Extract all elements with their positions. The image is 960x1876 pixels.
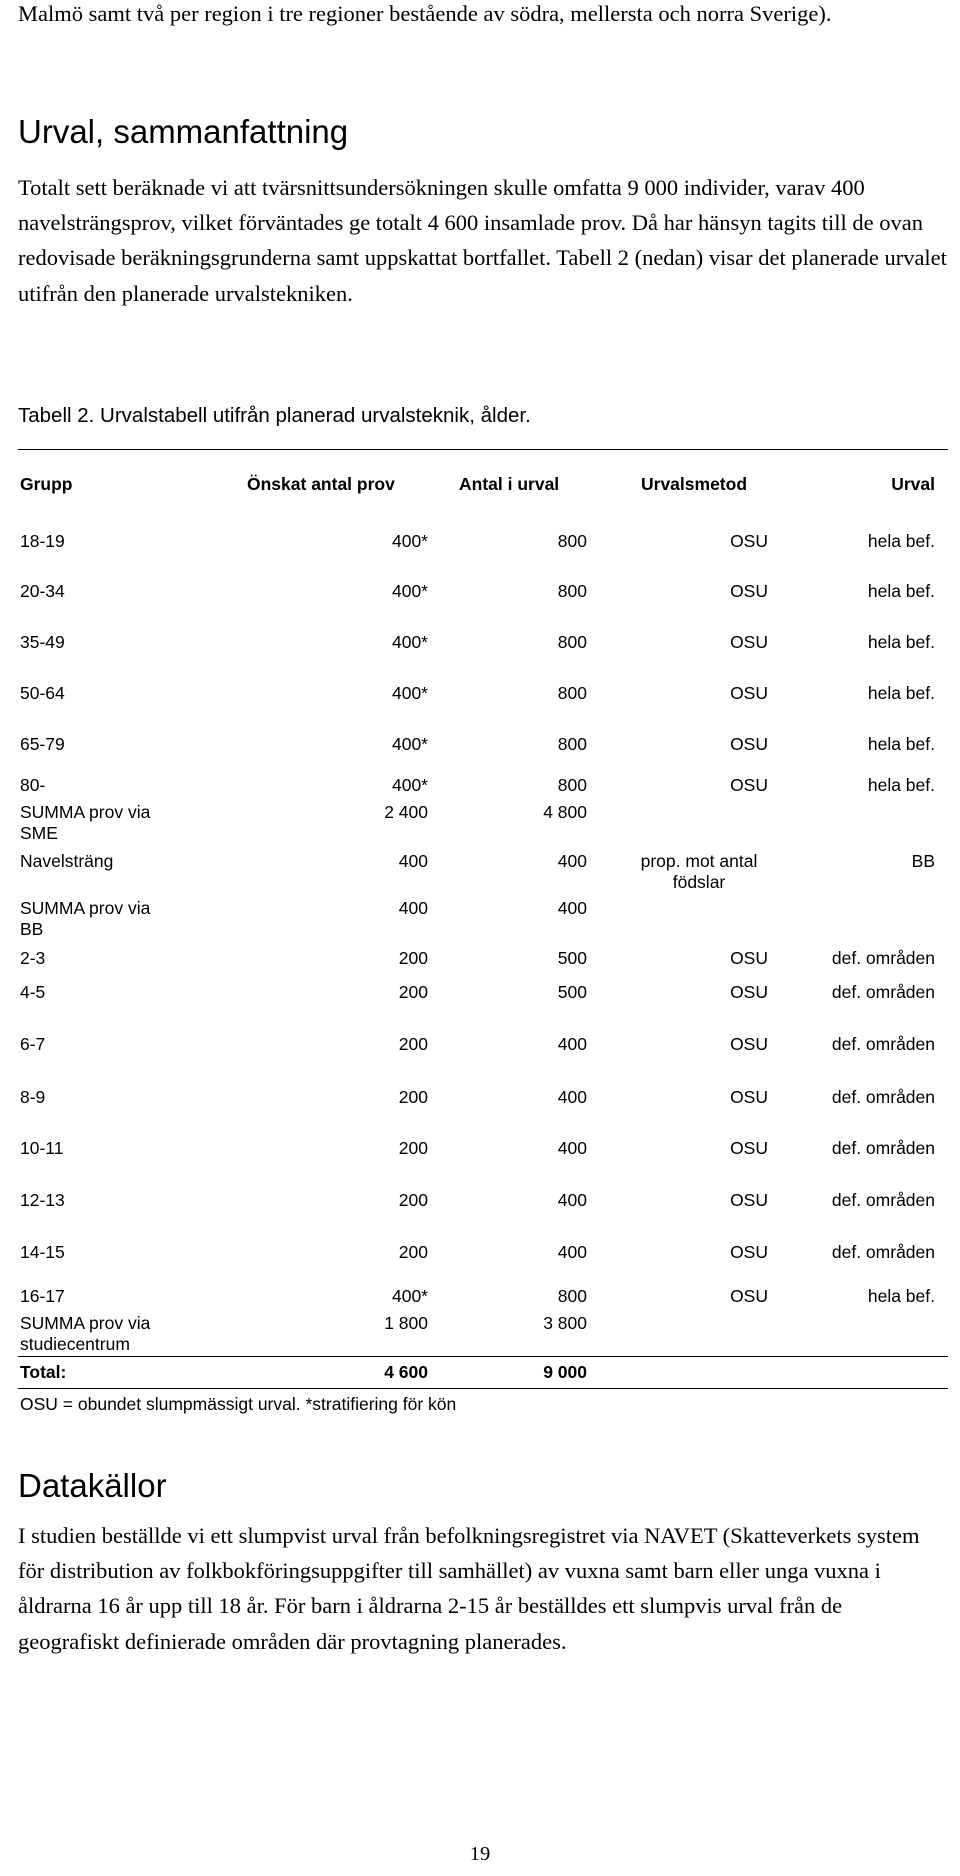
table-row bbox=[0, 632, 960, 680]
cell-onskat-antal-prov: 200 bbox=[398, 1034, 428, 1054]
table-row bbox=[0, 851, 960, 899]
cell-onskat-antal-prov: 200 bbox=[398, 948, 428, 968]
table-row bbox=[0, 1138, 960, 1186]
cell-onskat-antal-prov: 400* bbox=[391, 632, 428, 652]
section-heading-datakallor: Datakällor bbox=[18, 1467, 167, 1504]
cell-grupp: 14-15 bbox=[20, 1242, 65, 1262]
cell-urval: def. områden bbox=[831, 982, 935, 1002]
table-row bbox=[0, 1190, 960, 1238]
cell-grupp: 8-9 bbox=[20, 1087, 46, 1107]
table-caption: Tabell 2. Urvalstabell utifrån planerad urvalsteknik, ålder. bbox=[18, 404, 531, 427]
total-antal: 9 000 bbox=[543, 1362, 587, 1382]
cell-grupp: 18-19 bbox=[20, 531, 65, 551]
cell-urval: def. områden bbox=[831, 948, 935, 968]
cell-antal-i-urval: 400 bbox=[557, 1190, 587, 1210]
cell-antal-i-urval: 500 bbox=[557, 982, 587, 1002]
cell-urvalsmetod: OSU bbox=[730, 1087, 768, 1107]
table-row bbox=[0, 898, 960, 946]
header-urval: Urval bbox=[891, 474, 935, 494]
cell-antal-i-urval: 400 bbox=[557, 1034, 587, 1054]
cell-grupp: 35-49 bbox=[20, 632, 65, 652]
total-prov: 4 600 bbox=[384, 1362, 428, 1382]
datakallor-paragraph: I studien beställde vi ett slumpvist urval från befolkningsregistret via NAVET (Skatteverkets system för distribution av folkbokföringsuppgifter till samhället) av vuxna samt barn eller unga vuxna i åldrarna 16 år upp till 18 år. För barn i åldrarna 2-15 år beställdes ett slumpvis urval från de geografiskt definierade områden där provtagning planerades. bbox=[18, 1523, 920, 1654]
cell-onskat-antal-prov: 200 bbox=[398, 1190, 428, 1210]
cell-onskat-antal-prov: 1 800 bbox=[384, 1313, 428, 1333]
cell-grupp: 80- bbox=[20, 775, 46, 795]
cell-urvalsmetod: OSU bbox=[730, 948, 768, 968]
table-row bbox=[0, 531, 960, 579]
cell-grupp: 65-79 bbox=[20, 734, 65, 754]
cell-urvalsmetod: OSU bbox=[730, 1034, 768, 1054]
cell-antal-i-urval: 800 bbox=[557, 531, 587, 551]
table-row bbox=[0, 683, 960, 731]
cell-urval: hela bef. bbox=[867, 734, 935, 754]
urval-summary-paragraph: Totalt sett beräknade vi att tvärsnittsundersökningen skulle omfatta 9 000 individer, varav 400 navelsträngsprov, vilket förväntades ge totalt 4 600 insamlade prov. Då har hänsyn tagits till de ovan redovisade beräkningsgrunderna samt uppskattat bortfallet. Tabell 2 (nedan) visar det planerade urvalet utifrån den planerade urvalstekniken. bbox=[18, 175, 947, 306]
total-top-rule bbox=[18, 1356, 948, 1357]
table-row bbox=[0, 802, 960, 850]
page-number: 19 bbox=[469, 1843, 491, 1865]
cell-onskat-antal-prov: 2 400 bbox=[384, 802, 428, 822]
header-antal-i-urval: Antal i urval bbox=[459, 474, 560, 494]
cell-urvalsmetod: OSU bbox=[730, 1190, 768, 1210]
intro-paragraph: Malmö samt två per region i tre regioner bestående av södra, mellersta och norra Sverige). bbox=[18, 1, 832, 26]
total-bottom-rule bbox=[18, 1388, 948, 1389]
cell-urval: def. områden bbox=[831, 1087, 935, 1107]
header-grupp: Grupp bbox=[20, 474, 73, 494]
cell-urvalsmetod: prop. mot antal födslar bbox=[640, 851, 758, 892]
cell-grupp: 2-3 bbox=[20, 948, 46, 968]
cell-grupp: SUMMA prov via SME bbox=[20, 802, 151, 843]
cell-urval: hela bef. bbox=[867, 1286, 935, 1306]
cell-urval: hela bef. bbox=[867, 775, 935, 795]
cell-onskat-antal-prov: 400* bbox=[391, 775, 428, 795]
cell-urval: hela bef. bbox=[867, 581, 935, 601]
cell-urval: hela bef. bbox=[867, 531, 935, 551]
cell-urval: hela bef. bbox=[867, 683, 935, 703]
cell-urvalsmetod: OSU bbox=[730, 775, 768, 795]
cell-antal-i-urval: 400 bbox=[557, 1242, 587, 1262]
cell-urval: BB bbox=[911, 851, 935, 871]
cell-grupp: 16-17 bbox=[20, 1286, 65, 1306]
cell-onskat-antal-prov: 200 bbox=[398, 982, 428, 1002]
cell-onskat-antal-prov: 200 bbox=[398, 1138, 428, 1158]
cell-antal-i-urval: 800 bbox=[557, 734, 587, 754]
cell-antal-i-urval: 400 bbox=[557, 851, 587, 871]
section-heading-urval: Urval, sammanfattning bbox=[18, 113, 349, 150]
cell-urval: def. områden bbox=[831, 1190, 935, 1210]
table-row bbox=[0, 1242, 960, 1290]
table-row bbox=[0, 1034, 960, 1082]
table-row bbox=[0, 1087, 960, 1135]
cell-urvalsmetod: OSU bbox=[730, 632, 768, 652]
cell-antal-i-urval: 800 bbox=[557, 581, 587, 601]
cell-urvalsmetod: OSU bbox=[730, 531, 768, 551]
cell-urvalsmetod: OSU bbox=[730, 1286, 768, 1306]
cell-onskat-antal-prov: 400* bbox=[391, 581, 428, 601]
cell-urvalsmetod: OSU bbox=[730, 982, 768, 1002]
cell-grupp: Navelsträng bbox=[20, 851, 114, 871]
cell-antal-i-urval: 4 800 bbox=[543, 802, 587, 822]
cell-urvalsmetod: OSU bbox=[730, 734, 768, 754]
table-row bbox=[0, 1313, 960, 1361]
cell-onskat-antal-prov: 400 bbox=[398, 898, 428, 918]
header-urvalsmetod: Urvalsmetod bbox=[641, 474, 748, 494]
cell-antal-i-urval: 400 bbox=[557, 1138, 587, 1158]
cell-urval: def. områden bbox=[831, 1138, 935, 1158]
cell-urvalsmetod: OSU bbox=[730, 683, 768, 703]
cell-onskat-antal-prov: 400* bbox=[391, 683, 428, 703]
total-label: Total: bbox=[20, 1362, 67, 1382]
cell-antal-i-urval: 800 bbox=[557, 632, 587, 652]
cell-onskat-antal-prov: 200 bbox=[398, 1087, 428, 1107]
cell-onskat-antal-prov: 200 bbox=[398, 1242, 428, 1262]
cell-onskat-antal-prov: 400 bbox=[398, 851, 428, 871]
cell-urval: hela bef. bbox=[867, 632, 935, 652]
cell-onskat-antal-prov: 400* bbox=[391, 734, 428, 754]
cell-urvalsmetod: OSU bbox=[730, 581, 768, 601]
cell-urval: def. områden bbox=[831, 1242, 935, 1262]
cell-urval: def. områden bbox=[831, 1034, 935, 1054]
cell-antal-i-urval: 3 800 bbox=[543, 1313, 587, 1333]
table-top-rule bbox=[18, 449, 948, 450]
table-row bbox=[0, 982, 960, 1030]
cell-antal-i-urval: 400 bbox=[557, 898, 587, 918]
cell-antal-i-urval: 500 bbox=[557, 948, 587, 968]
cell-grupp: SUMMA prov via BB bbox=[20, 898, 151, 939]
table-row bbox=[0, 581, 960, 629]
cell-urvalsmetod: OSU bbox=[730, 1138, 768, 1158]
cell-grupp: 12-13 bbox=[20, 1190, 65, 1210]
cell-grupp: 4-5 bbox=[20, 982, 46, 1002]
table-header-row bbox=[0, 474, 960, 522]
header-onskat-antal-prov: Önskat antal prov bbox=[247, 474, 395, 494]
cell-onskat-antal-prov: 400* bbox=[391, 1286, 428, 1306]
cell-onskat-antal-prov: 400* bbox=[391, 531, 428, 551]
cell-grupp: 50-64 bbox=[20, 683, 65, 703]
cell-urvalsmetod: OSU bbox=[730, 1242, 768, 1262]
table-footnote: OSU = obundet slumpmässigt urval. *stratifiering för kön bbox=[20, 1394, 457, 1414]
cell-grupp: 6-7 bbox=[20, 1034, 46, 1054]
cell-antal-i-urval: 800 bbox=[557, 683, 587, 703]
cell-grupp: 10-11 bbox=[20, 1138, 64, 1158]
cell-grupp: 20-34 bbox=[20, 581, 65, 601]
cell-antal-i-urval: 800 bbox=[557, 1286, 587, 1306]
cell-grupp: SUMMA prov via studiecentrum bbox=[20, 1313, 151, 1354]
cell-antal-i-urval: 400 bbox=[557, 1087, 587, 1107]
cell-antal-i-urval: 800 bbox=[557, 775, 587, 795]
